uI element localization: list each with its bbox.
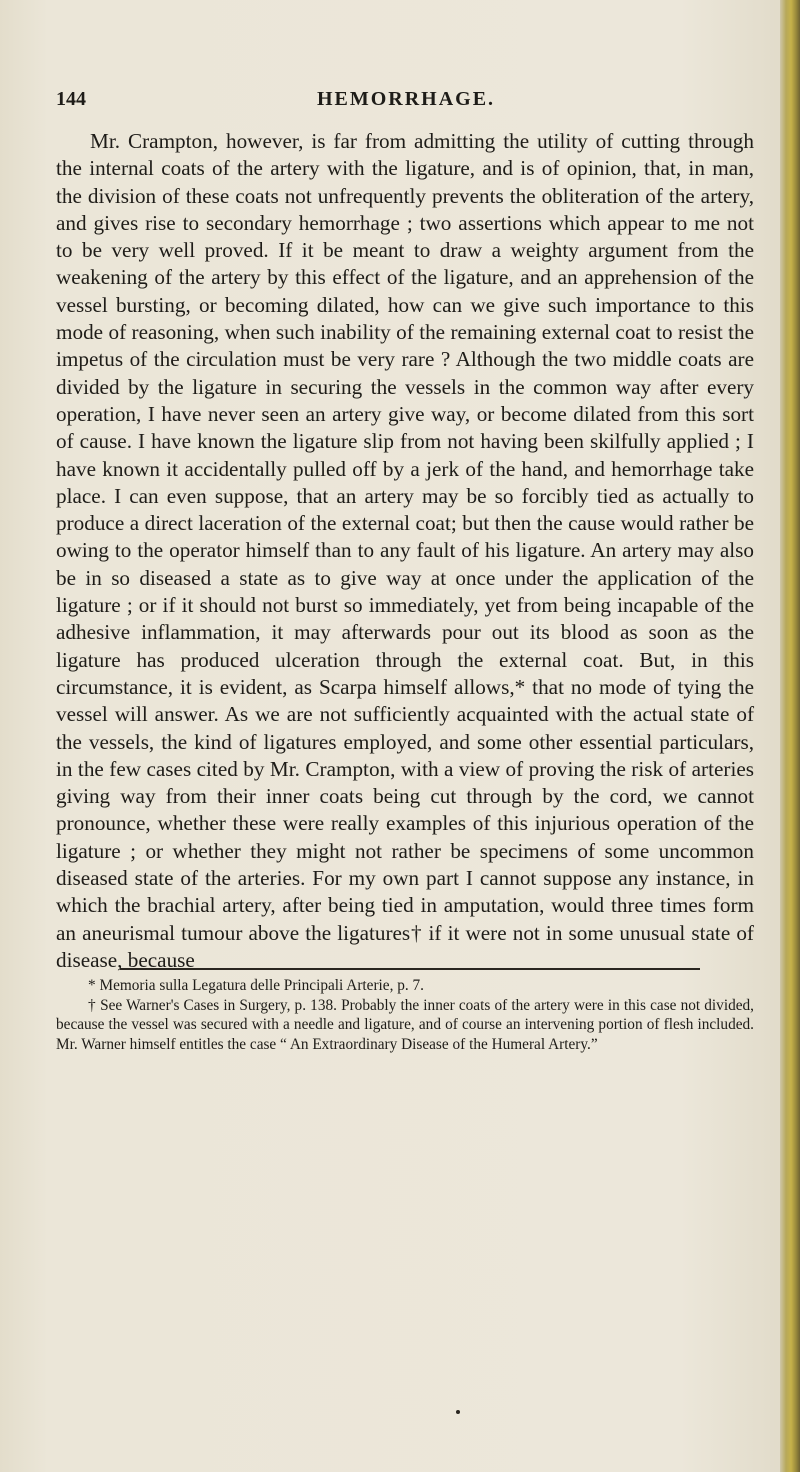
footnote-1: * Memoria sulla Legatura delle Principali Arterie, p. 7.: [88, 977, 425, 994]
footnote-2: † See Warner's Cases in Surgery, p. 138. Probably the inner coats of the artery were in this case not divided, because the vessel was secured with a needle and ligature, and of course an intervening portion of flesh included. Mr. Warner himself entitles the case “ An Extraordinary Disease of the Humeral Artery.”: [56, 996, 754, 1053]
ink-speck: [456, 1410, 460, 1414]
paragraph: Mr. Crampton, however, is far from admitting the utility of cutting through the internal coats of the artery with the ligature, and is of opinion, that, in man, the division of these coats not unfrequently prevents the obliteration of the artery, and gives rise to secondary hemorrhage ; two assertions which appear to me not to be very well proved. If it be meant to draw a weighty argument from the weakening of the artery by this effect of the ligature, and an apprehension of the vessel bursting, or becoming dilated, how can we give such importance to this mode of reasoning, when such inability of the remaining external coat to resist the impetus of the circulation must be very rare ? Although the two middle coats are divided by the ligature in securing the vessels in the common way after every operation, I have never seen an artery give way, or become dilated from this sort of cause. I have known the ligature slip from not having been skilfully applied ; I have known it accidentally pulled off by a jerk of the hand, and hemorrhage take place. I can even suppose, that an artery may be so forcibly tied as actually to produce a direct laceration of the external coat; but then the cause would rather be owing to the operator himself than to any fault of his ligature. An artery may also be in so diseased a state as to give way at once under the application of the ligature ; or if it should not burst so immediately, yet from being incapable of the adhesive inflammation, it may afterwards pour out its blood as soon as the ligature has produced ulceration through the external coat. But, in this circumstance, it is evident, as Scarpa himself allows,* that no mode of tying the vessel will answer. As we are not sufficiently acquainted with the actual state of the vessels, the kind of ligatures employed, and some other essential particulars, in the few cases cited by Mr. Crampton, with a view of proving the risk of arteries giving way from their inner coats being cut through by the cord, we cannot pronounce, whether these were really examples of this injurious operation of the ligature ; or whether they might not rather be specimens of some uncommon diseased state of the arteries. For my own part I cannot suppose any instance, in which the brachial artery, after being tied in amputation, would three times form an aneurismal tumour above the ligatures† if it were not in some unusual state of disease, because: [56, 129, 754, 972]
page-edge: [780, 0, 800, 1472]
footnote-rule: [120, 968, 700, 970]
running-head: HEMORRHAGE.: [316, 88, 496, 110]
page-header: [56, 88, 756, 118]
body-text: [56, 128, 754, 974]
page-number: 144: [56, 88, 86, 110]
footnotes: [56, 976, 754, 1054]
